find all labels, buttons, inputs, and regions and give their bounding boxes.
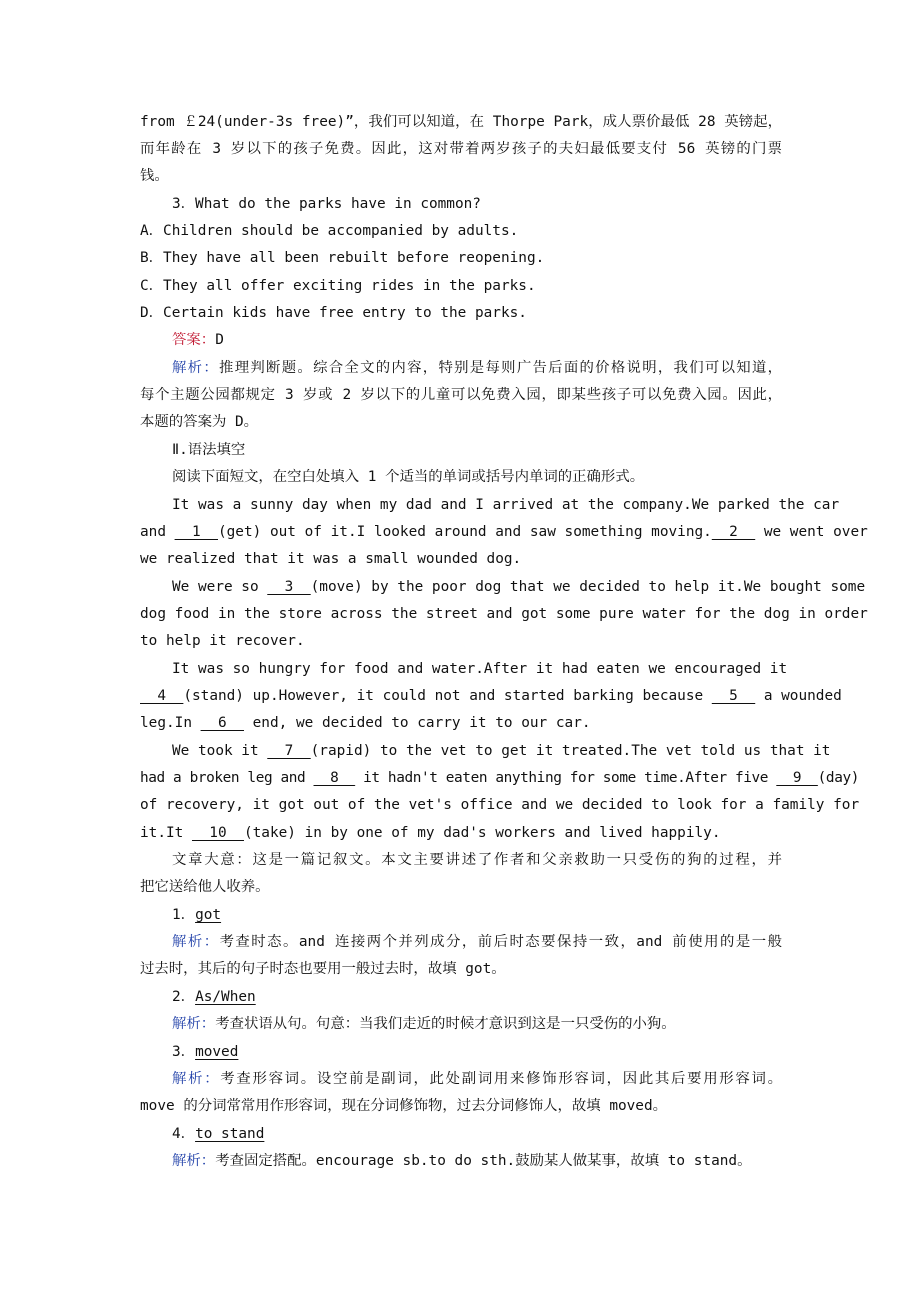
blank-4: __4__ <box>140 688 184 704</box>
blank-1: __1__ <box>174 524 218 540</box>
option-d: D．Certain kids have free entry to the parks. <box>140 305 527 321</box>
passage-line: it.It __10__(take) in by one of my dad's workers and lived happily. <box>140 825 721 841</box>
section-heading: Ⅱ.语法填空 <box>172 442 246 458</box>
passage-line: It was so hungry for food and water.After it had eaten we encouraged it <box>172 661 788 677</box>
passage-line: we realized that it was a small wounded dog. <box>140 551 522 567</box>
answer-text: As/When <box>195 989 256 1005</box>
explanation-line: move 的分词常常用作形容词，现在分词修饰物，过去分词修饰人，故填 moved。 <box>140 1098 668 1114</box>
q2-explanation-line: 钱。 <box>140 168 169 184</box>
explanation-label: 解析： <box>172 934 220 950</box>
answer-text: to stand <box>195 1126 265 1142</box>
blank-7: __7__ <box>267 743 311 759</box>
q3-explanation-line: 每个主题公园都规定 3 岁或 2 岁以下的儿童可以免费入园，即某些孩子可以免费入园。因此， <box>140 387 782 403</box>
blank-6: __6__ <box>200 715 244 731</box>
answer-value: D <box>215 332 224 348</box>
answer-line <box>172 329 782 351</box>
q2-explanation-line: 而年龄在 3 岁以下的孩子免费。因此，这对带着两岁孩子的夫妇最低要支付 56 英镑的门票 <box>140 141 782 157</box>
q3-explanation-line: 解析：推理判断题。综合全文的内容，特别是每则广告后面的价格说明，我们可以知道， <box>172 360 782 376</box>
section-instruction: 阅读下面短文，在空白处填入 1 个适当的单词或括号内单词的正确形式。 <box>172 469 645 485</box>
explanation-line: 解析：考查状语从句。句意：当我们走近的时候才意识到这是一只受伤的小狗。 <box>172 1016 676 1032</box>
summary-line: 把它送给他人收养。 <box>140 879 270 895</box>
blank-2: __2__ <box>711 524 756 540</box>
explanation-line: 解析：考查固定搭配。encourage sb.to do sth.鼓励某人做某事，故填 to stand。 <box>172 1153 752 1169</box>
passage-line: __4__(stand) up.However, it could not and started barking because __5__ a wounded <box>140 688 842 704</box>
passage-line: It was a sunny day when my dad and I arrived at the company.We parked the car <box>172 497 840 513</box>
answer-item-3: 3．moved <box>172 1044 239 1060</box>
passage-line: had a broken leg and __8__ it hadn't eaten anything for some time.After five __9__(day) <box>140 770 859 786</box>
explanation-label: 解析： <box>172 1153 216 1169</box>
explanation-line: 解析：考查形容词。设空前是副词，此处副词用来修饰形容词，因此其后要用形容词。 <box>172 1071 782 1087</box>
q3-explanation-line: 本题的答案为 D。 <box>140 414 259 430</box>
passage-line: to help it recover. <box>140 633 305 649</box>
question-3: 3．What do the parks have in common? <box>172 196 481 212</box>
option-c: C．They all offer exciting rides in the parks. <box>140 278 536 294</box>
explanation-label: 解析： <box>172 1016 216 1032</box>
answer-text: got <box>195 907 222 923</box>
summary-label: 文章大意： <box>172 852 253 868</box>
answer-item-2: 2．As/When <box>172 989 256 1005</box>
answer-label: 答案： <box>172 332 216 348</box>
passage-line: leg.In __6__ end, we decided to carry it to our car. <box>140 715 591 731</box>
answer-text: moved <box>195 1044 239 1060</box>
passage-line: We were so __3__(move) by the poor dog that we decided to help it.We bought some <box>172 579 866 595</box>
blank-8: __8__ <box>313 770 355 786</box>
option-b: B．They have all been rebuilt before reopening. <box>140 250 545 266</box>
explanation-line: 解析：考查时态。and 连接两个并列成分，前后时态要保持一致，and 前使用的是一般 <box>172 934 782 950</box>
explanation-label: 解析： <box>172 1071 221 1087</box>
blank-10: __10__ <box>191 825 244 841</box>
blank-9: __9__ <box>776 770 818 786</box>
passage-line: and __1__(get) out of it.I looked around and saw something moving.__2__ we went over <box>140 524 868 540</box>
passage-line: We took it __7__(rapid) to the vet to get it treated.The vet told us that it <box>172 743 831 759</box>
q2-explanation-line: from ￡24(under-3s free)”，我们可以知道，在 Thorpe Park，成人票价最低 28 英镑起， <box>140 114 782 130</box>
explanation-label: 解析： <box>172 360 220 376</box>
passage-line: of recovery, it got out of the vet's office and we decided to look for a family for <box>140 797 860 813</box>
explanation-line: 过去时，其后的句子时态也要用一般过去时，故填 got。 <box>140 961 506 977</box>
option-a: A．Children should be accompanied by adults. <box>140 223 519 239</box>
summary-line: 文章大意：这是一篇记叙文。本文主要讲述了作者和父亲救助一只受伤的狗的过程，并 <box>172 852 782 868</box>
passage-line: dog food in the store across the street and got some pure water for the dog in order <box>140 606 868 622</box>
answer-item-4: 4．to stand <box>172 1126 265 1142</box>
blank-3: __3__ <box>267 579 311 595</box>
answer-item-1: 1．got <box>172 907 222 923</box>
blank-5: __5__ <box>711 688 756 704</box>
